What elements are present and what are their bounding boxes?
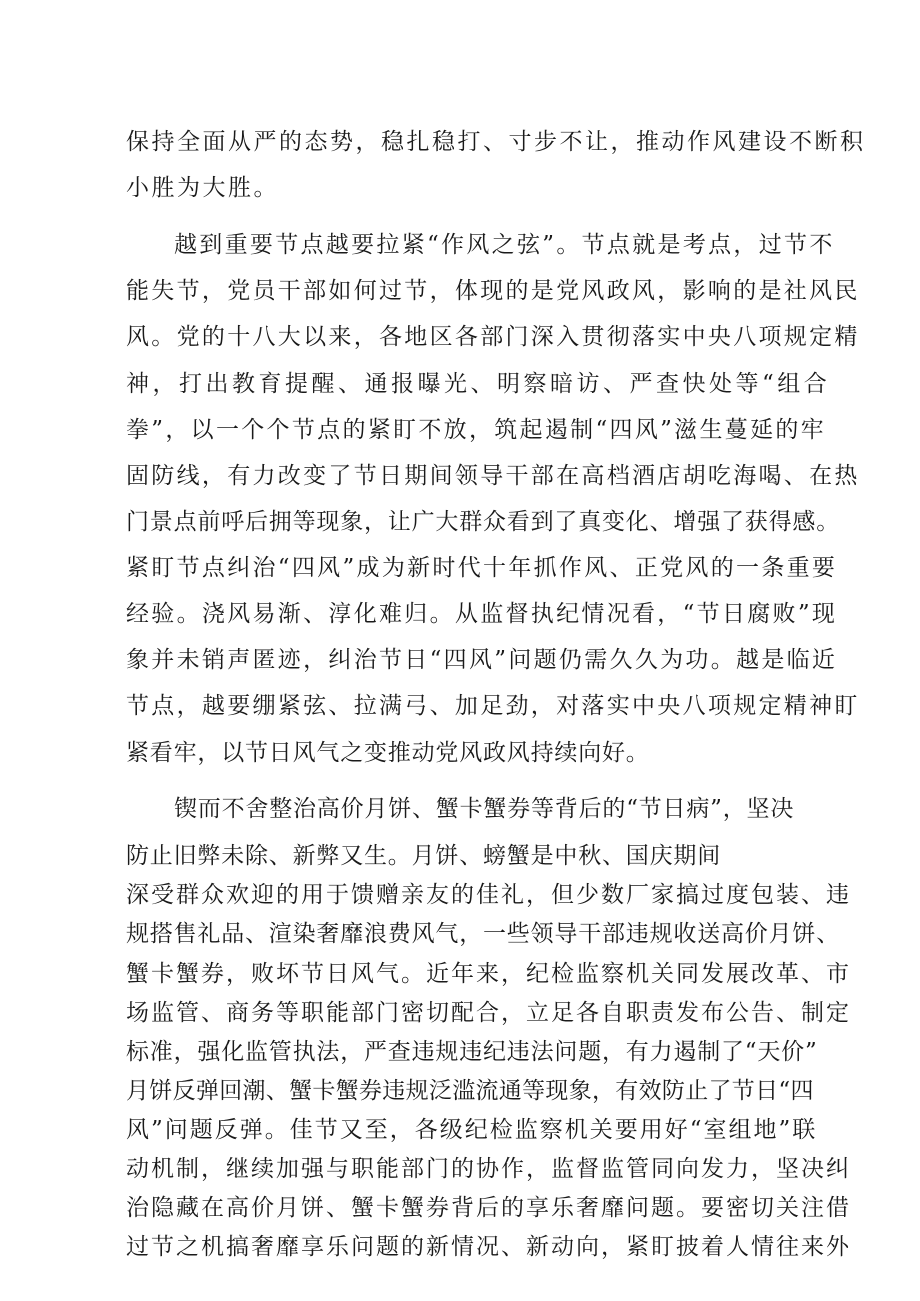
text-line: 锲而不舍整治高价月饼、蟹卡蟹券等背后的“节日病”，坚决	[174, 796, 795, 822]
text-line: 深受群众欢迎的用于馈赠亲友的佳礼，但少数厂家搞过度包装、违	[126, 882, 851, 908]
text-line: 场监管、商务等职能部门密切配合，立足各自职责发布公告、制定	[126, 1000, 851, 1026]
text-line: 风。党的十八大以来，各地区各部门深入贯彻落实中央八项规定精	[126, 324, 860, 350]
text-line: 门景点前呼后拥等现象，让广大群众看到了真变化、增强了获得感。	[126, 509, 840, 535]
text-line: 风”问题反弹。佳节又至，各级纪检监察机关要用好“室组地”联	[126, 1117, 818, 1143]
text-line: 越到重要节点越要拉紧“作风之弦”。节点就是考点，过节不	[174, 232, 835, 258]
text-line: 象并未销声匿迹，纠治节日“四风”问题仍需久久为功。越是临近	[126, 647, 838, 673]
text-line: 紧盯节点纠治“四风”成为新时代十年抓作风、正党风的一条重要	[126, 555, 838, 581]
text-line: 固防线，有力改变了节日期间领导干部在高档酒店胡吃海喝、在热	[126, 463, 860, 489]
text-line: 蟹卡蟹券，败坏节日风气。近年来，纪检监察机关同发展改革、市	[126, 961, 851, 987]
text-line: 小胜为大胜。	[126, 175, 279, 201]
text-line: 防止旧弊未除、新弊又生。月饼、螃蟹是中秋、国庆期间	[126, 843, 721, 869]
text-line: 能失节，党员干部如何过节，体现的是党风政风，影响的是社风民	[126, 278, 860, 304]
text-line: 规搭售礼品、渲染奢靡浪费风气，一些领导干部违规收送高价月饼、	[126, 921, 840, 947]
text-line: 治隐藏在高价月饼、蟹卡蟹券背后的享乐奢靡问题。要密切关注借	[126, 1195, 851, 1221]
text-line: 节点，越要绷紧弦、拉满弓、加足劲，对落实中央八项规定精神盯	[126, 693, 860, 719]
text-line: 动机制，继续加强与职能部门的协作，监督监管同向发力，坚决纠	[126, 1156, 851, 1182]
text-line: 过节之机搞奢靡享乐问题的新情况、新动向，紧盯披着人情往来外	[126, 1234, 851, 1260]
text-line: 紧看牢，以节日风气之变推动党风政风持续向好。	[126, 740, 650, 766]
text-line: 经验。浇风易渐、淳化难归。从监督执纪情况看，“节日腐败”现	[126, 601, 838, 627]
text-line: 保持全面从严的态势，稳扎稳打、寸步不让，推动作风建设不断积	[126, 129, 866, 155]
text-line: 月饼反弹回潮、蟹卡蟹券违规泛滥流通等现象，有效防止了节日“四	[126, 1078, 814, 1104]
text-line: 神，打出教育提醒、通报曝光、明察暗访、严查快处等“组合	[126, 371, 831, 397]
text-line: 拳”，以一个个节点的紧盯不放，筑起遏制“四风”滋生蔓延的牢	[126, 417, 826, 443]
text-line: 标准，强化监管执法，严查违规违纪违法问题，有力遏制了“天价”	[126, 1039, 818, 1065]
